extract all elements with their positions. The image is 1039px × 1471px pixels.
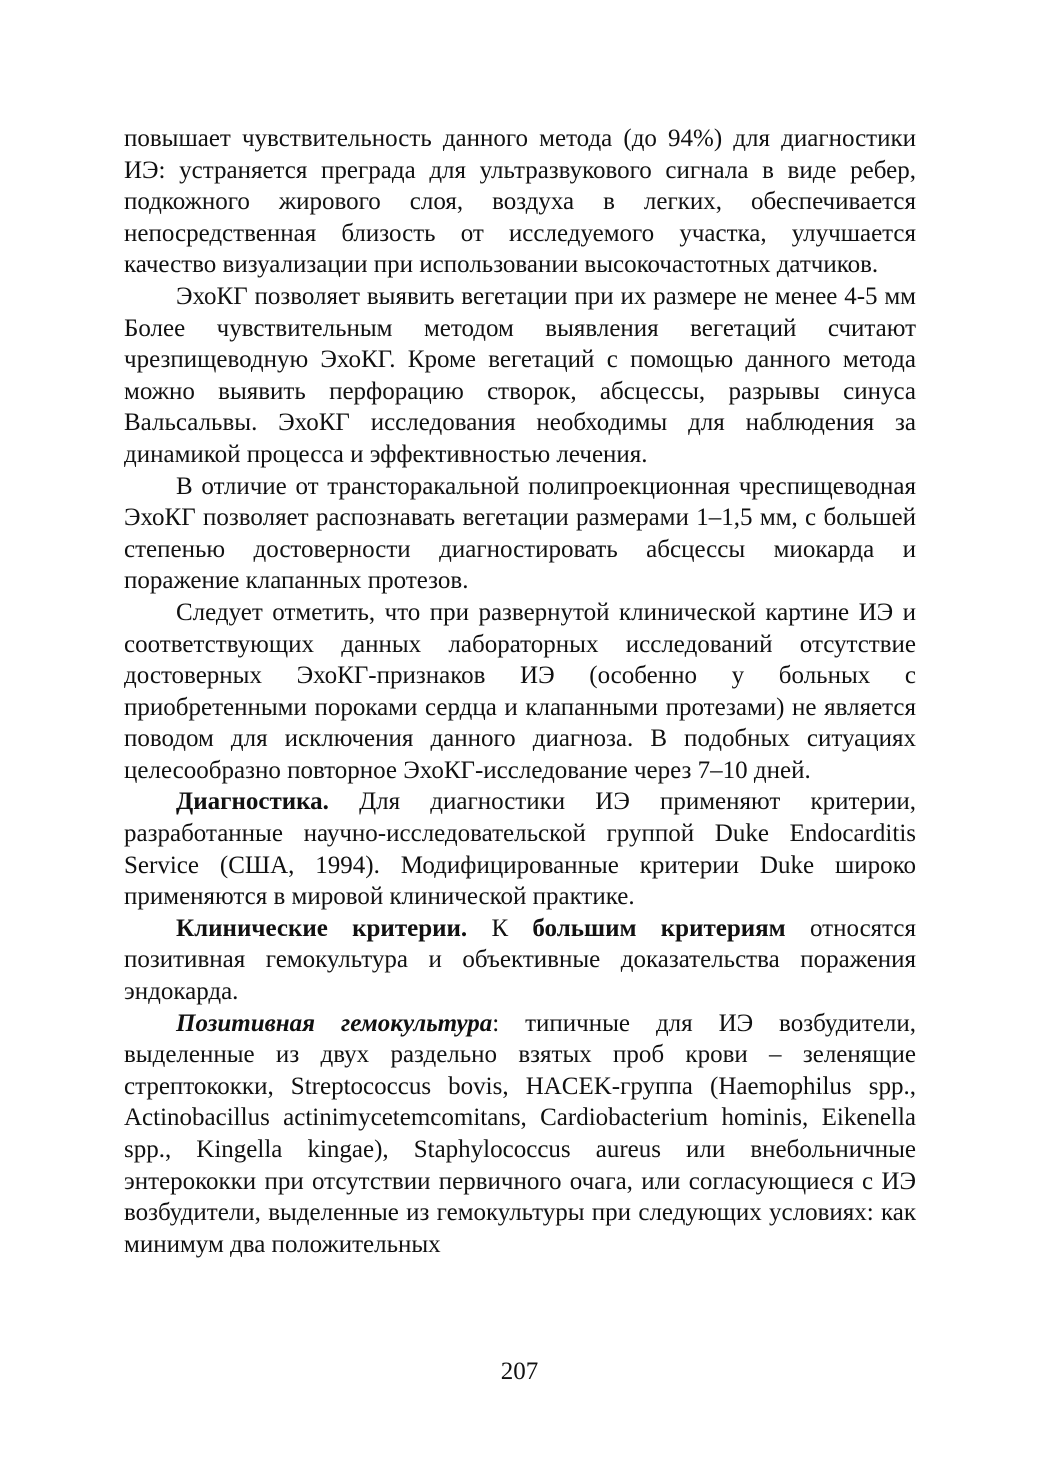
- paragraph-diagnostics: [124, 786, 916, 912]
- paragraph-positive-blood-culture: [124, 1008, 916, 1261]
- paragraph-lead-bold: Диагностика.: [176, 788, 329, 816]
- paragraph-note: [124, 597, 916, 787]
- paragraph-text: Следует отметить, что при развернутой клинической картине ИЭ и соответствующих данных лабораторных исследований отсутствие достоверных ЭхоКГ-признаков ИЭ (особенно у больных с приобретенными пороками сердца и клапанными протезами) не является поводом для исключения данного диагноза. В подобных ситуациях целесообразно повторное ЭхоКГ-исследование через 7–10 дней.: [124, 598, 916, 784]
- page-body: [124, 123, 916, 1260]
- paragraph-text: повышает чувствительность данного метода (до 94%) для диагностики ИЭ: устраняется преграда для ультразвукового сигнала в виде ребер, подкожного жирового слоя, воздуха в легких, обеспечивается непосредственная близость от исследуемого участка, улучшается качество визуализации при использовании высокочастотных датчиков.: [124, 125, 916, 279]
- paragraph-text: : типичные для ИЭ возбудители, выделенные из двух раздельно взятых проб крови – зеленящие стрептококки, Streptococcus bovis, HACEK-группа (Haemophilus spp., Actinobacillus actinimycetemcomitans, Cardiobacterium hominis, Eikenella spp., Kingella kingae), Staphylococcus aureus или внебольничные энтерококки при отсутствии первичного очага, или согласующиеся с ИЭ возбудители, выделенные из гемокультуры при следующих условиях: как минимум два положительных: [124, 1009, 916, 1258]
- paragraph-continuation: [124, 123, 916, 281]
- paragraph-text: относятся позитивная гемокультура и объективные доказательства поражения эндокарда.: [124, 914, 916, 1006]
- paragraph-transesophageal: [124, 471, 916, 597]
- paragraph-lead-bold-italic: Позитивная гемокультура: [176, 1009, 493, 1037]
- paragraph-text: Для диагностики ИЭ применяют критерии, разработанные научно-исследовательской группой Duke Endocarditis Service (США, 1994). Модифицированные критерии Duke широко применяются в мировой клинической практике.: [124, 788, 916, 911]
- paragraph-text: К: [467, 914, 533, 942]
- page-number: 207: [500, 1358, 539, 1385]
- paragraph-text: ЭхоКГ позволяет выявить вегетации при их размере не менее 4-5 мм Более чувствительным методом выявления вегетаций считают чрезпищеводную ЭхоКГ. Кроме вегетаций с помощью данного метода можно выявить перфорацию створок, абсцессы, разрывы синуса Вальсальвы. ЭхоКГ исследования необходимы для наблюдения за динамикой процесса и эффективностью лечения.: [124, 282, 916, 468]
- paragraph-emphasis-bold: большим критериям: [532, 914, 786, 942]
- paragraph-echocg-vegetations: [124, 281, 916, 471]
- paragraph-clinical-criteria: [124, 913, 916, 1008]
- paragraph-text: В отличие от трансторакальной полипроекционная чреспищеводная ЭхоКГ позволяет распознавать вегетации размерами 1–1,5 мм, с большей степенью достоверности диагностировать абсцессы миокарда и поражение клапанных протезов.: [124, 472, 916, 595]
- paragraph-lead-bold: Клинические критерии.: [176, 914, 468, 942]
